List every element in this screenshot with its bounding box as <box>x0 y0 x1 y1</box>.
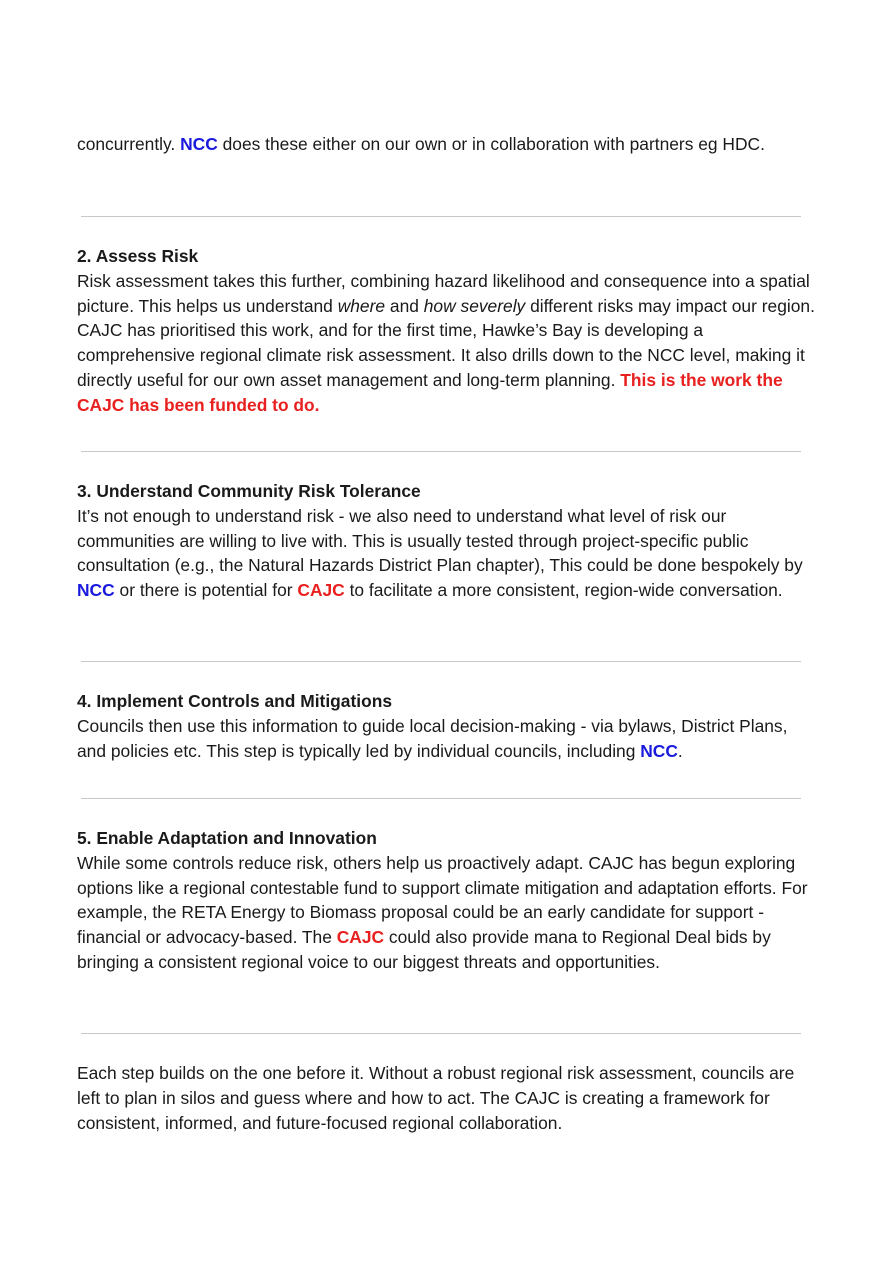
intro-text-1: concurrently. <box>77 134 181 154</box>
divider <box>81 1033 801 1034</box>
divider <box>81 216 801 217</box>
cajc-label: CAJC <box>297 580 345 601</box>
intro-text-2: does these either on our own or in collaboration with partners eg HDC. <box>217 134 765 154</box>
step-3-text-1: It’s not enough to understand risk - we also need to understand what level of risk our communities are willing to live with. This is usually tested through project-specific public consultation (e.g., the Natural Hazards District Plan chapter), This could be done bespokely by <box>77 505 803 576</box>
closing-paragraph: Each step builds on the one before it. Without a robust regional risk assessment, councils are left to plan in silos and guess where and how to act. The CAJC is creating a framework for consistent, informed, and future-focused regional collaboration. <box>77 1063 795 1133</box>
step-2-highlight: This is the work the CAJC has been funded to do. <box>77 369 783 415</box>
step-4-section <box>77 689 817 763</box>
step-4-text-2: . <box>677 740 683 761</box>
step-2-emphasis-where: where <box>337 295 386 316</box>
step-4-heading: 4. Implement Controls and Mitigations <box>77 691 392 711</box>
ncc-label: NCC <box>180 134 218 154</box>
divider <box>81 798 801 799</box>
step-5-heading: 5. Enable Adaptation and Innovation <box>77 828 377 848</box>
step-5-text-1: While some controls reduce risk, others help us proactively adapt. CAJC has begun exploring options like a regional contestable fund to support climate mitigation and adaptation efforts. For example, the RETA Energy to Biomass proposal could be an early candidate for support - financial or advocacy-based. The <box>77 852 808 948</box>
step-2-text-2: and <box>385 295 424 316</box>
ncc-label: NCC <box>77 580 115 601</box>
step-2-text-3: different risks may impact our region. CAJC has prioritised this work, and for the first time, Hawke’s Bay is developing a comprehensive regional climate risk assessment. It also drills down to the NCC level, making it directly useful for our own asset management and long-term planning. <box>77 295 815 390</box>
ncc-label: NCC <box>640 740 678 761</box>
step-2-heading: 2. Assess Risk <box>77 246 199 266</box>
divider <box>81 451 801 452</box>
step-2-emphasis-severity: how severely <box>423 295 526 316</box>
step-3-text-3: to facilitate a more consistent, region-wide conversation. <box>344 580 783 601</box>
step-2-section <box>77 244 817 418</box>
intro-paragraph <box>77 132 817 157</box>
step-2-text-1: Risk assessment takes this further, combining hazard likelihood and consequence into a spatial picture. This helps us understand <box>77 270 810 316</box>
cajc-label: CAJC <box>336 927 385 948</box>
step-5-text-2: could also provide mana to Regional Deal bids by bringing a consistent regional voice to our biggest threats and opportunities. <box>77 927 771 972</box>
step-3-text-2: or there is potential for <box>114 580 298 601</box>
step-3-section <box>77 479 817 603</box>
divider <box>81 661 801 662</box>
step-4-text-1: Councils then use this information to guide local decision-making - via bylaws, District Plans, and policies etc. This step is typically led by individual councils, including <box>77 715 788 761</box>
step-5-section <box>77 826 817 975</box>
step-3-heading: 3. Understand Community Risk Tolerance <box>77 481 421 501</box>
